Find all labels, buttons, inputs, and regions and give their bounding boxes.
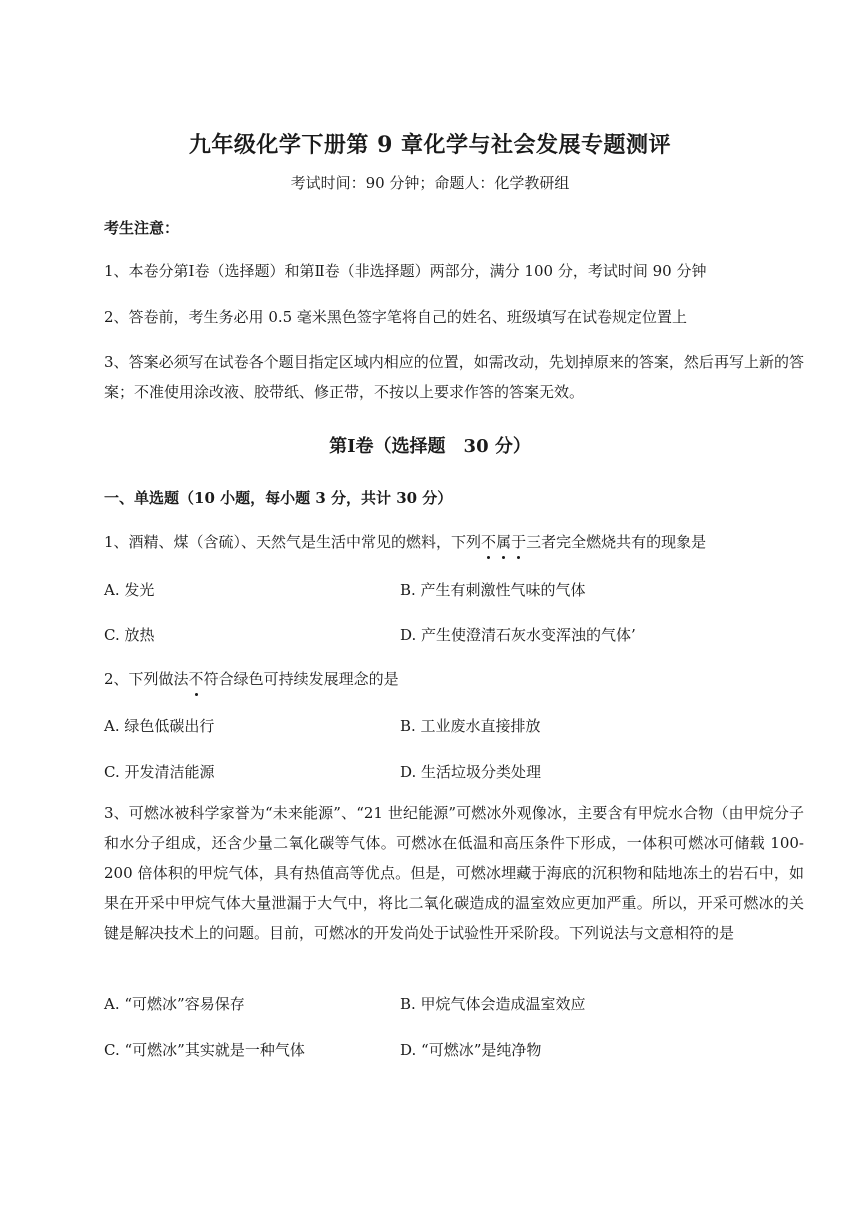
question-2-option-d: D. 生活垃圾分类处理 [400, 763, 542, 781]
notice-item-1: 1、本卷分第Ⅰ卷（选择题）和第Ⅱ卷（非选择题）两部分，满分 100 分，考试时间 90 分钟 [104, 262, 707, 280]
part-heading: 一、单选题（10 小题，每小题 3 分，共计 30 分） [104, 489, 453, 507]
notice-item-3: 3、答案必须写在试卷各个题目指定区域内相应的位置，如需改动，先划掉原来的答案，然后再写上新的答案；不准使用涂改液、胶带纸、修正带，不按以上要求作答的答案无效。 [104, 353, 804, 401]
question-3-option-d: D. “可燃冰”是纯净物 [400, 1041, 542, 1059]
question-2-option-c: C. 开发清洁能源 [104, 763, 215, 781]
question-2-stem-pre: 2、下列做法 [104, 670, 189, 688]
emphasis-char: 不 [189, 668, 204, 691]
question-2-option-a: A. 绿色低碳出行 [104, 717, 215, 735]
emphasis-char: 于 [511, 531, 526, 554]
notice-item-2: 2、答卷前，考生务必用 0.5 毫米黑色签字笔将自己的姓名、班级填写在试卷规定位置上 [104, 308, 687, 326]
question-2-option-b: B. 工业废水直接排放 [400, 717, 541, 735]
question-2-stem-post: 符合绿色可持续发展理念的是 [203, 670, 399, 688]
section-title: 第Ⅰ卷（选择题 30 分） [329, 436, 531, 457]
question-1-stem [104, 531, 764, 554]
question-1-stem-post: 三者完全燃烧共有的现象是 [526, 533, 707, 551]
exam-subtitle: 考试时间：90 分钟；命题人：化学教研组 [290, 174, 570, 192]
question-1-option-c: C. 放热 [104, 626, 155, 644]
emphasis-char: 不 [481, 531, 496, 554]
question-1-option-d: D. 产生使澄清石灰水变浑浊的气体’ [400, 626, 636, 644]
question-1-option-a: A. 发光 [104, 581, 155, 599]
question-1-stem-pre: 1、酒精、煤（含硫）、天然气是生活中常见的燃料，下列 [104, 533, 482, 551]
question-2-stem [104, 668, 764, 691]
notice-heading: 考生注意： [104, 219, 180, 237]
question-3-option-b: B. 甲烷气体会造成温室效应 [400, 995, 586, 1013]
question-3-option-a: A. “可燃冰”容易保存 [104, 995, 245, 1013]
question-3-stem: 3、可燃冰被科学家誉为“未来能源”、“21 世纪能源”可燃冰外观像冰，主要含有甲烷水合物（由甲烷分子和水分子组成，还含少量二氧化碳等气体。可燃冰在低温和高压条件下形成，一体积可燃冰可储载 100-200 倍体积的甲烷气体，具有热值高等优点。但是，可燃冰埋藏于海底的沉积物和陆地冻土的岩石中，如果在开采中甲烷气体大量泄漏于大气中，将比二氧化碳造成的温室效应更加严重。所以，开采可燃冰的关键是解决技术上的问题。目前，可燃冰的开发尚处于试验性开采阶段。下列说法与文意相符的是 [104, 804, 804, 942]
question-1-option-b: B. 产生有刺激性气味的气体 [400, 581, 586, 599]
emphasis-char: 属 [496, 531, 511, 554]
question-3-option-c: C. “可燃冰”其实就是一种气体 [104, 1041, 305, 1059]
page-title: 九年级化学下册第 9 章化学与社会发展专题测评 [188, 132, 672, 158]
